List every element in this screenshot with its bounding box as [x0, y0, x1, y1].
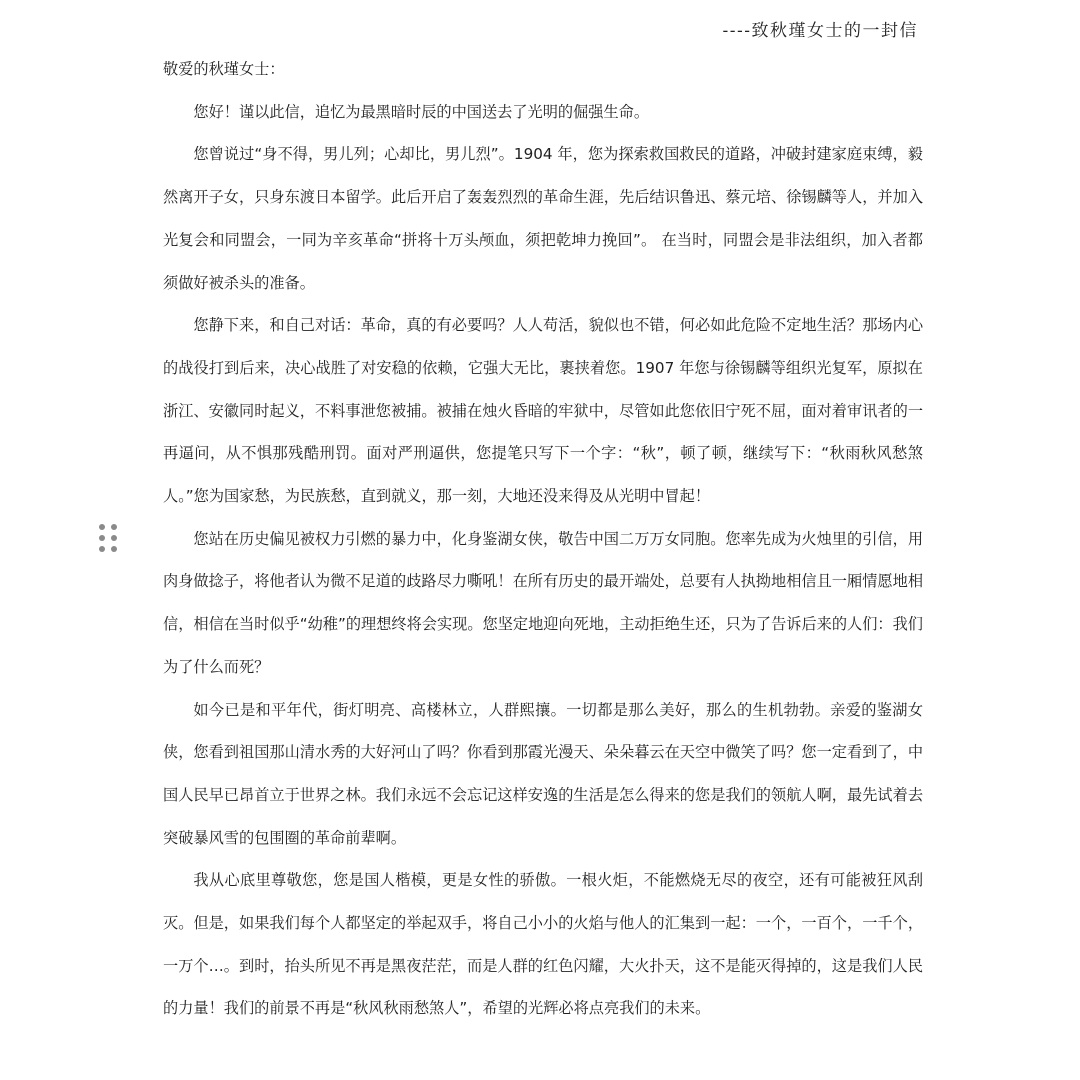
drag-dot — [99, 546, 105, 552]
paragraph-5: 如今已是和平年代，街灯明亮、高楼林立，人群熙攘。一切都是那么美好，那么的生机勃勃。亲爱的鉴湖女侠，您看到祖国那山清水秀的大好河山了吗？你看到那霞光漫天、朵朵暮云在天空中微笑了吗？您一定看到了，中国人民早已昂首立于世界之林。我们永远不会忘记这样安逸的生活是怎么得来的您是我们的领航人啊，最先试着去突破暴风雪的包围圈的革命前辈啊。 — [163, 700, 923, 847]
paragraph-1: 您好！谨以此信，追忆为最黑暗时辰的中国送去了光明的倔强生命。 — [193, 102, 650, 121]
drag-handle-icon[interactable] — [99, 524, 119, 552]
letter-body — [163, 48, 923, 1030]
paragraph-3: 您静下来，和自己对话：革命，真的有必要吗？人人苟活，貌似也不错，何必如此危险不定地生活？那场内心的战役打到后来，决心战胜了对安稳的依赖，它强大无比，裹挟着您。1907 年您与徐锡麟等组织光复军，原拟在浙江、安徽同时起义，不料事泄您被捕。被捕在烛火昏暗的牢狱中，尽管如此您依旧宁死不屈，面对着审讯者的一再逼问，从不惧那残酷刑罚。面对严刑逼供，您提笔只写下一个字：“秋”，顿了顿，继续写下：“秋雨秋风愁煞人。”您为国家愁，为民族愁，直到就义，那一刻，大地还没来得及从光明中冒起！ — [163, 316, 923, 506]
drag-dot — [111, 524, 117, 530]
letter-subtitle: ----致秋瑾女士的一封信 — [722, 21, 918, 41]
drag-dot — [111, 546, 117, 552]
drag-dot — [99, 524, 105, 530]
paragraph-2: 您曾说过“身不得，男儿列；心却比，男儿烈”。1904 年，您为探索救国救民的道路，冲破封建家庭束缚，毅然离开子女，只身东渡日本留学。此后开启了轰轰烈烈的革命生涯，先后结识鲁迅、蔡元培、徐锡麟等人，并加入光复会和同盟会，一同为辛亥革命“拼将十万头颅血，须把乾坤力挽回”。 在当时，同盟会是非法组织，加入者都须做好被杀头的准备。 — [163, 145, 923, 292]
paragraph-4: 您站在历史偏见被权力引燃的暴力中，化身鉴湖女侠，敬告中国二万万女同胞。您率先成为火烛里的引信，用肉身做捻子，将他者认为微不足道的歧路尽力嘶吼！在所有历史的最开端处，总要有人执拗地相信且一厢情愿地相信，相信在当时似乎“幼稚”的理想终将会实现。您坚定地迎向死地，主动拒绝生还，只为了告诉后来的人们：我们为了什么而死？ — [163, 529, 923, 676]
drag-dot — [111, 535, 117, 541]
salutation: 敬爱的秋瑾女士： — [163, 60, 285, 78]
paragraph-6: 我从心底里尊敬您，您是国人楷模，更是女性的骄傲。一根火炬，不能燃烧无尽的夜空，还有可能被狂风刮灭。但是，如果我们每个人都坚定的举起双手，将自己小小的火焰与他人的汇集到一起：一个，一百个，一千个，一万个…。到时，抬头所见不再是黑夜茫茫，而是人群的红色闪耀，大火扑天，这不是能灭得掉的，这是我们人民的力量！我们的前景不再是“秋风秋雨愁煞人”，希望的光辉必将点亮我们的未来。 — [163, 871, 923, 1018]
drag-dot — [99, 535, 105, 541]
